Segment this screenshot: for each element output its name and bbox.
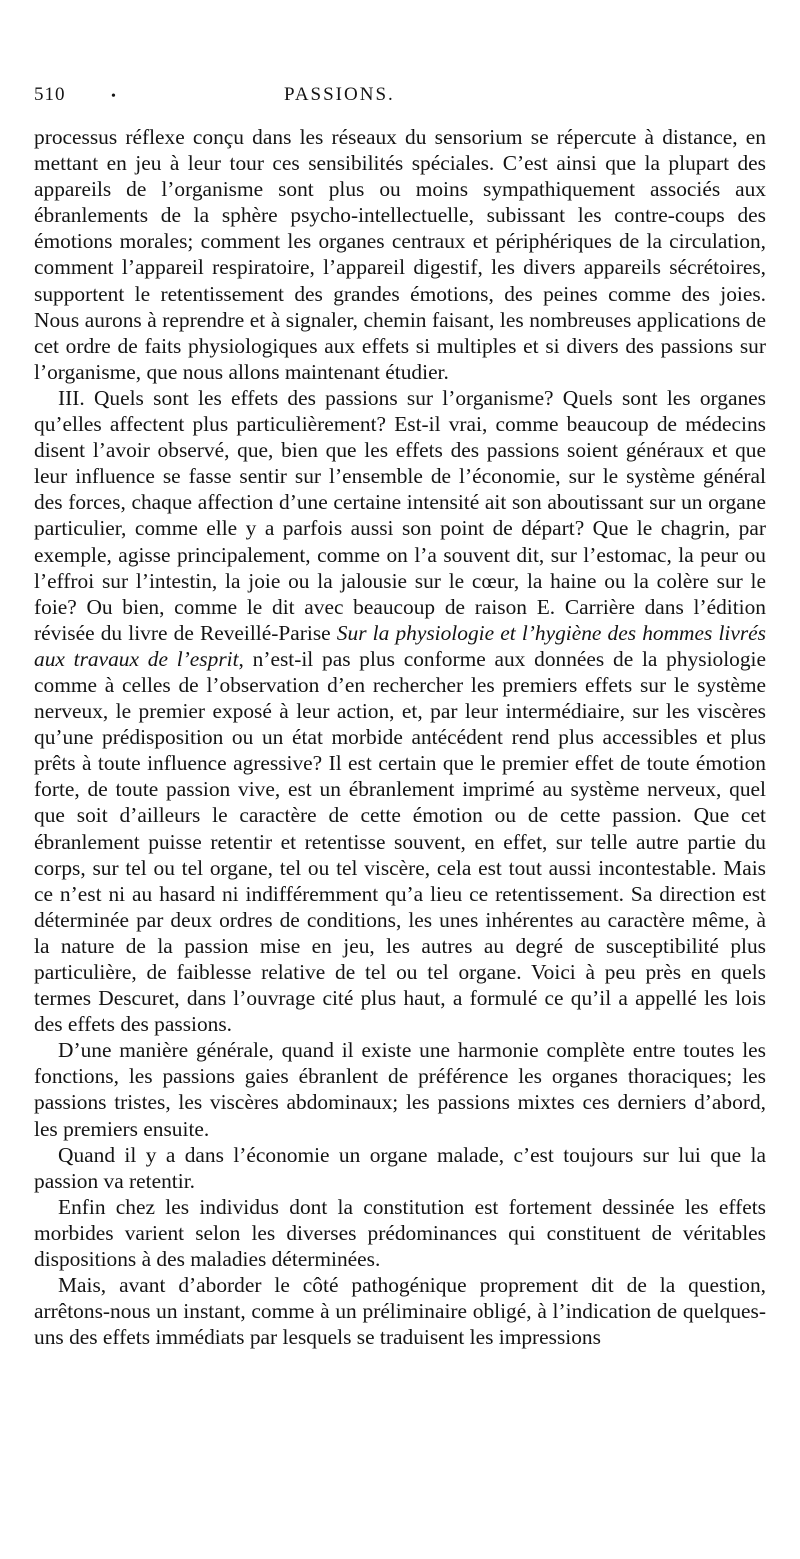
- paragraph-text: , n’est-il pas plus conforme aux données de la physiologie comme à celles de l’observation d’en rechercher les premiers effets sur le système nerveux, le premier exposé à leur action, et, par leur intermédiaire, sur les viscères qu’une prédisposition ou un état morbide antécédent rend plus accessibles et plus prêts à toute influence agressive? Il est certain que le premier effet de toute émotion forte, de toute passion vive, est un ébranlement imprimé au système nerveux, quel que soit d’ailleurs le caractère de cette émotion ou de cette passion. Que cet ébranlement puisse retentir et retentisse souvent, en effet, sur telle autre partie du corps, sur tel ou tel organe, tel ou tel viscère, cela est tout aussi incontestable. Mais ce n’est ni au hasard ni indifféremment qu’a lieu ce retentissement. Sa direction est déterminée par deux ordres de conditions, les unes inhérentes au caractère même, à la nature de la passion mise en jeu, les autres au degré de susceptibilité plus particulière, de faiblesse relative de tel ou tel organe. Voici à peu près en quels termes Descuret, dans l’ouvrage cité plus haut, a formulé ce qu’il a appellé les lois des effets des passions.: [34, 646, 766, 1037]
- paragraph-text: D’une manière générale, quand il existe une harmonie complète entre toutes les fonctions, les passions gaies ébranlent de préférence les organes thoraciques; les passions tristes, les viscères abdominaux; les passions mixtes ces derniers d’abord, les premiers ensuite.: [34, 1038, 766, 1141]
- paragraph-text: Enfin chez les individus dont la constitution est fortement dessinée les effets morbides varient selon les diverses prédominances qui constituent de véritables dispositions à des maladies déterminées.: [34, 1194, 766, 1272]
- body-text: [34, 124, 766, 1350]
- paragraph-text: Quand il y a dans l’économie un organe malade, c’est toujours sur lui que la passion va retentir.: [34, 1142, 766, 1193]
- paragraph-diseased-organ: [34, 1142, 766, 1194]
- paragraph-continuation: [34, 124, 766, 385]
- paragraph-text: processus réflexe conçu dans les réseaux du sensorium se répercute à distance, en mettant en jeu à leur tour ces sensibilités spéciales. C’est ainsi que la plupart des appareils de l’organisme sont plus ou moins sympathiquement associés aux ébranlements de la sphère psycho-intellectuelle, subissant les contre-coups des émotions morales; comment les organes centraux et périphériques de la circulation, comment l’appareil respiratoire, l’appareil digestif, les divers appareils sécrétoires, supportent le retentissement des grandes émotions, des peines comme des joies. Nous aurons à reprendre et à signaler, chemin faisant, les nombreuses applications de cet ordre de faits physiologiques aux effets si multiples et si divers des passions sur l’organisme, que nous allons maintenant étudier.: [34, 125, 766, 384]
- book-title-italic: Sur la physiologie et l’hygiène des hommes livrés aux travaux de l’esprit: [34, 620, 767, 671]
- ornament-dot: •: [111, 89, 117, 104]
- page-number: 510: [34, 84, 66, 105]
- paragraph-immediate-effects: [34, 1272, 766, 1350]
- running-head: [34, 84, 766, 124]
- book-page: [34, 84, 766, 1350]
- paragraph-constitution: [34, 1194, 766, 1272]
- paragraph-text: III. Quels sont les effets des passions sur l’organisme? Quels sont les organes qu’elles affectent plus particulièrement? Est-il vrai, comme beaucoup de médecins disent l’avoir observé, que, bien que les effets des passions soient généraux et que leur influence se fasse sentir sur l’ensemble de l’économie, sur le système général des forces, chaque affection d’une certaine intensité ait son aboutissant sur un organe particulier, comme elle y a parfois aussi son point de départ? Que le chagrin, par exemple, agisse principalement, comme on l’a souvent dit, sur l’estomac, la peur ou l’effroi sur l’intestin, la joie ou la jalousie sur le cœur, la haine ou la colère sur le foie? Ou bien, comme le dit avec beaucoup de raison E. Carrière dans l’édition révisée du livre de Reveillé-Parise: [34, 385, 766, 645]
- paragraph-section-iii: [34, 385, 766, 1037]
- running-title: PASSIONS.: [284, 84, 395, 105]
- paragraph-text: Mais, avant d’aborder le côté pathogénique proprement dit de la question, arrêtons-nous un instant, comme à un préliminaire obligé, à l’indication de quelques-uns des effets immédiats par lesquels se traduisent les impressions: [34, 1273, 766, 1350]
- paragraph-general-law: [34, 1037, 766, 1141]
